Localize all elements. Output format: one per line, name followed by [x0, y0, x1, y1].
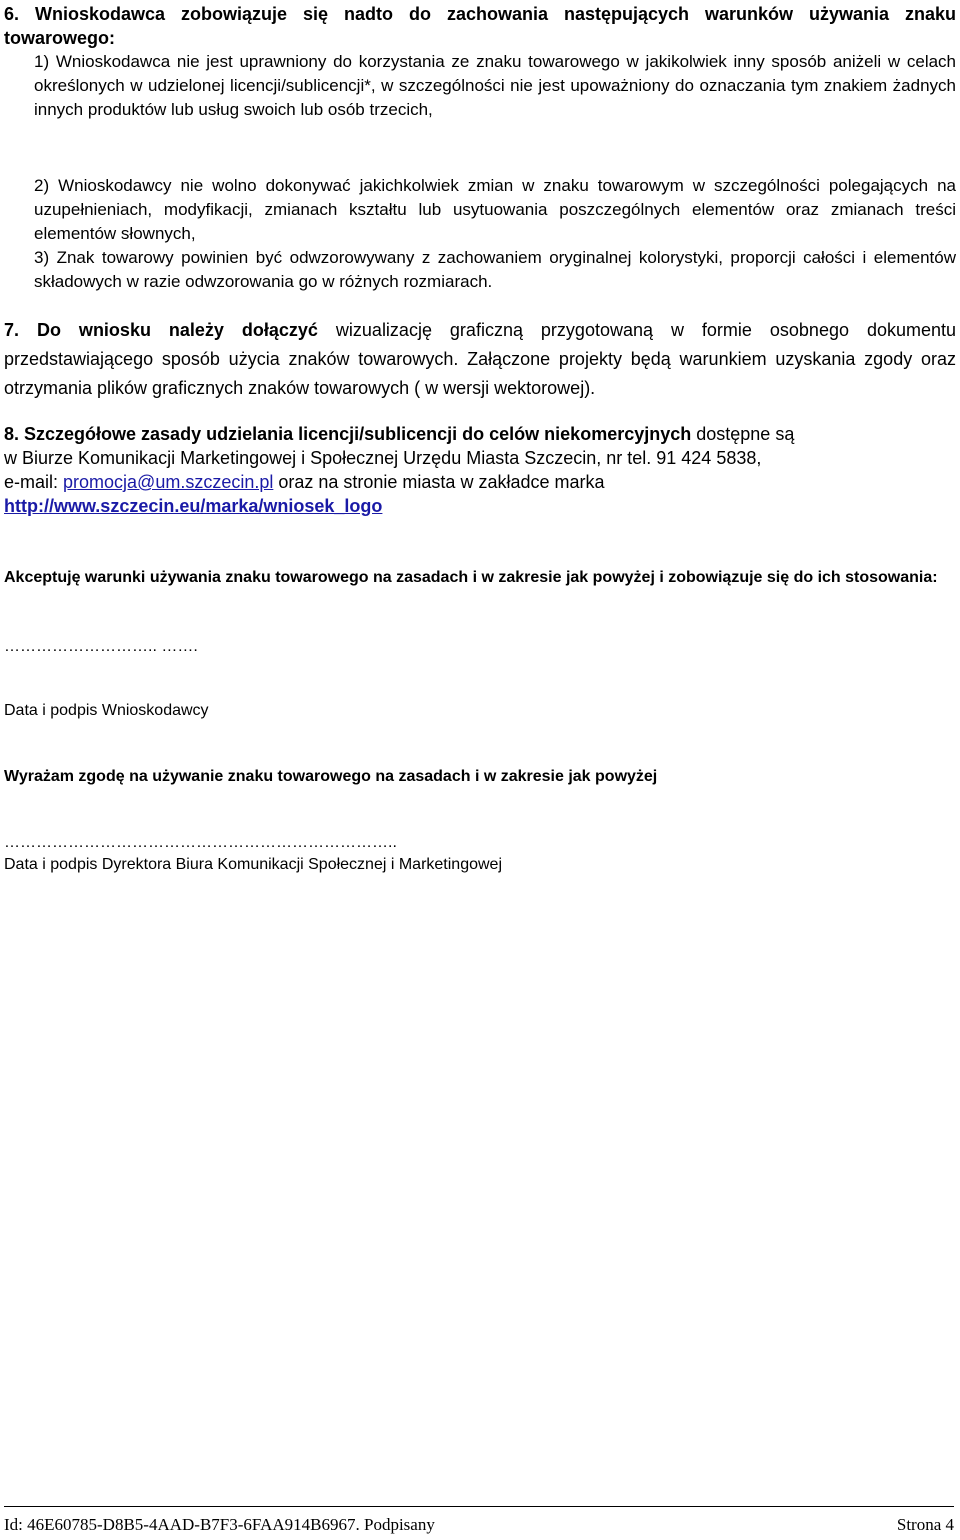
director-signature-line: ………………………………………………………………..	[4, 834, 397, 851]
email-prefix: e-mail:	[4, 472, 64, 492]
section-8-text-2: w Biurze Komunikacji Marketingowej i Społecznej Urzędu Miasta Szczecin, nr tel. 91 424 5838,	[4, 448, 762, 468]
footer-document-id: Id: 46E60785-D8B5-4AAD-B7F3-6FAA914B6967. Podpisany	[4, 1515, 435, 1534]
section-8-lead: 8. Szczegółowe zasady udzielania licencji/sublicencji do celów niekomercyjnych	[4, 424, 692, 444]
footer-page-number: Strona 4	[896, 1515, 954, 1534]
section-7-lead: 7. Do wniosku należy dołączyć	[4, 320, 318, 340]
section-8	[4, 422, 956, 518]
director-signature-label: Data i podpis Dyrektora Biura Komunikacji Społecznej i Marketingowej	[4, 856, 503, 873]
section-7-text: wizualizację graficzną przygotowaną w formie osobnego dokumentu przedstawiającego sposób użycia znaków towarowych. Załączone projekty będą warunkiem uzyskania zgody oraz otrzymania plików graficznych znaków towarowych ( w wersji wektorowej).	[4, 320, 956, 398]
section-8-text-1: dostępne są	[691, 424, 795, 444]
clause-3: 3) Znak towarowy powinien być odwzorowywany z zachowaniem oryginalnej kolorystyki, proporcji całości i elementów składowych w razie odwzorowania go w różnych rozmiarach.	[34, 248, 956, 291]
section-7	[4, 316, 956, 403]
clause-1: 1) Wnioskodawca nie jest uprawniony do korzystania ze znaku towarowego w jakikolwiek inny sposób aniżeli w celach określonych w udzielonej licencji/sublicencji*, w szczególności nie jest upoważniony do oznaczania tym znakiem żadnych innych produktów lub usług swoich lub osób trzecich,	[34, 52, 956, 119]
applicant-signature-label: Data i podpis Wnioskodawcy	[4, 702, 209, 719]
acceptance-statement: Akceptuję warunki używania znaku towarowego na zasadach i w zakresie jak powyżej i zobowiązuje się do ich stosowania:	[4, 569, 938, 586]
section-6-heading: 6. Wnioskodawca zobowiązuje się nadto do zachowania następujących warunków używania znaku towarowego:	[4, 4, 956, 48]
footer-divider	[4, 1506, 954, 1507]
applicant-signature-line: ……………………….. …….	[4, 638, 198, 655]
wniosek-logo-link[interactable]: http://www.szczecin.eu/marka/wniosek_logo	[4, 496, 383, 516]
consent-statement: Wyrażam zgodę na używanie znaku towarowego na zasadach i w zakresie jak powyżej	[4, 768, 658, 785]
email-link[interactable]: promocja@um.szczecin.pl	[63, 472, 274, 492]
clause-2: 2) Wnioskodawcy nie wolno dokonywać jakichkolwiek zmian w znaku towarowym w szczególności polegających na uzupełnieniach, modyfikacji, zmianach kształtu lub usytuowania poszczególnych elementów oraz zmianach treści elementów słownych,	[34, 176, 956, 243]
section-8-text-3: oraz na stronie miasta w zakładce marka	[273, 472, 605, 492]
